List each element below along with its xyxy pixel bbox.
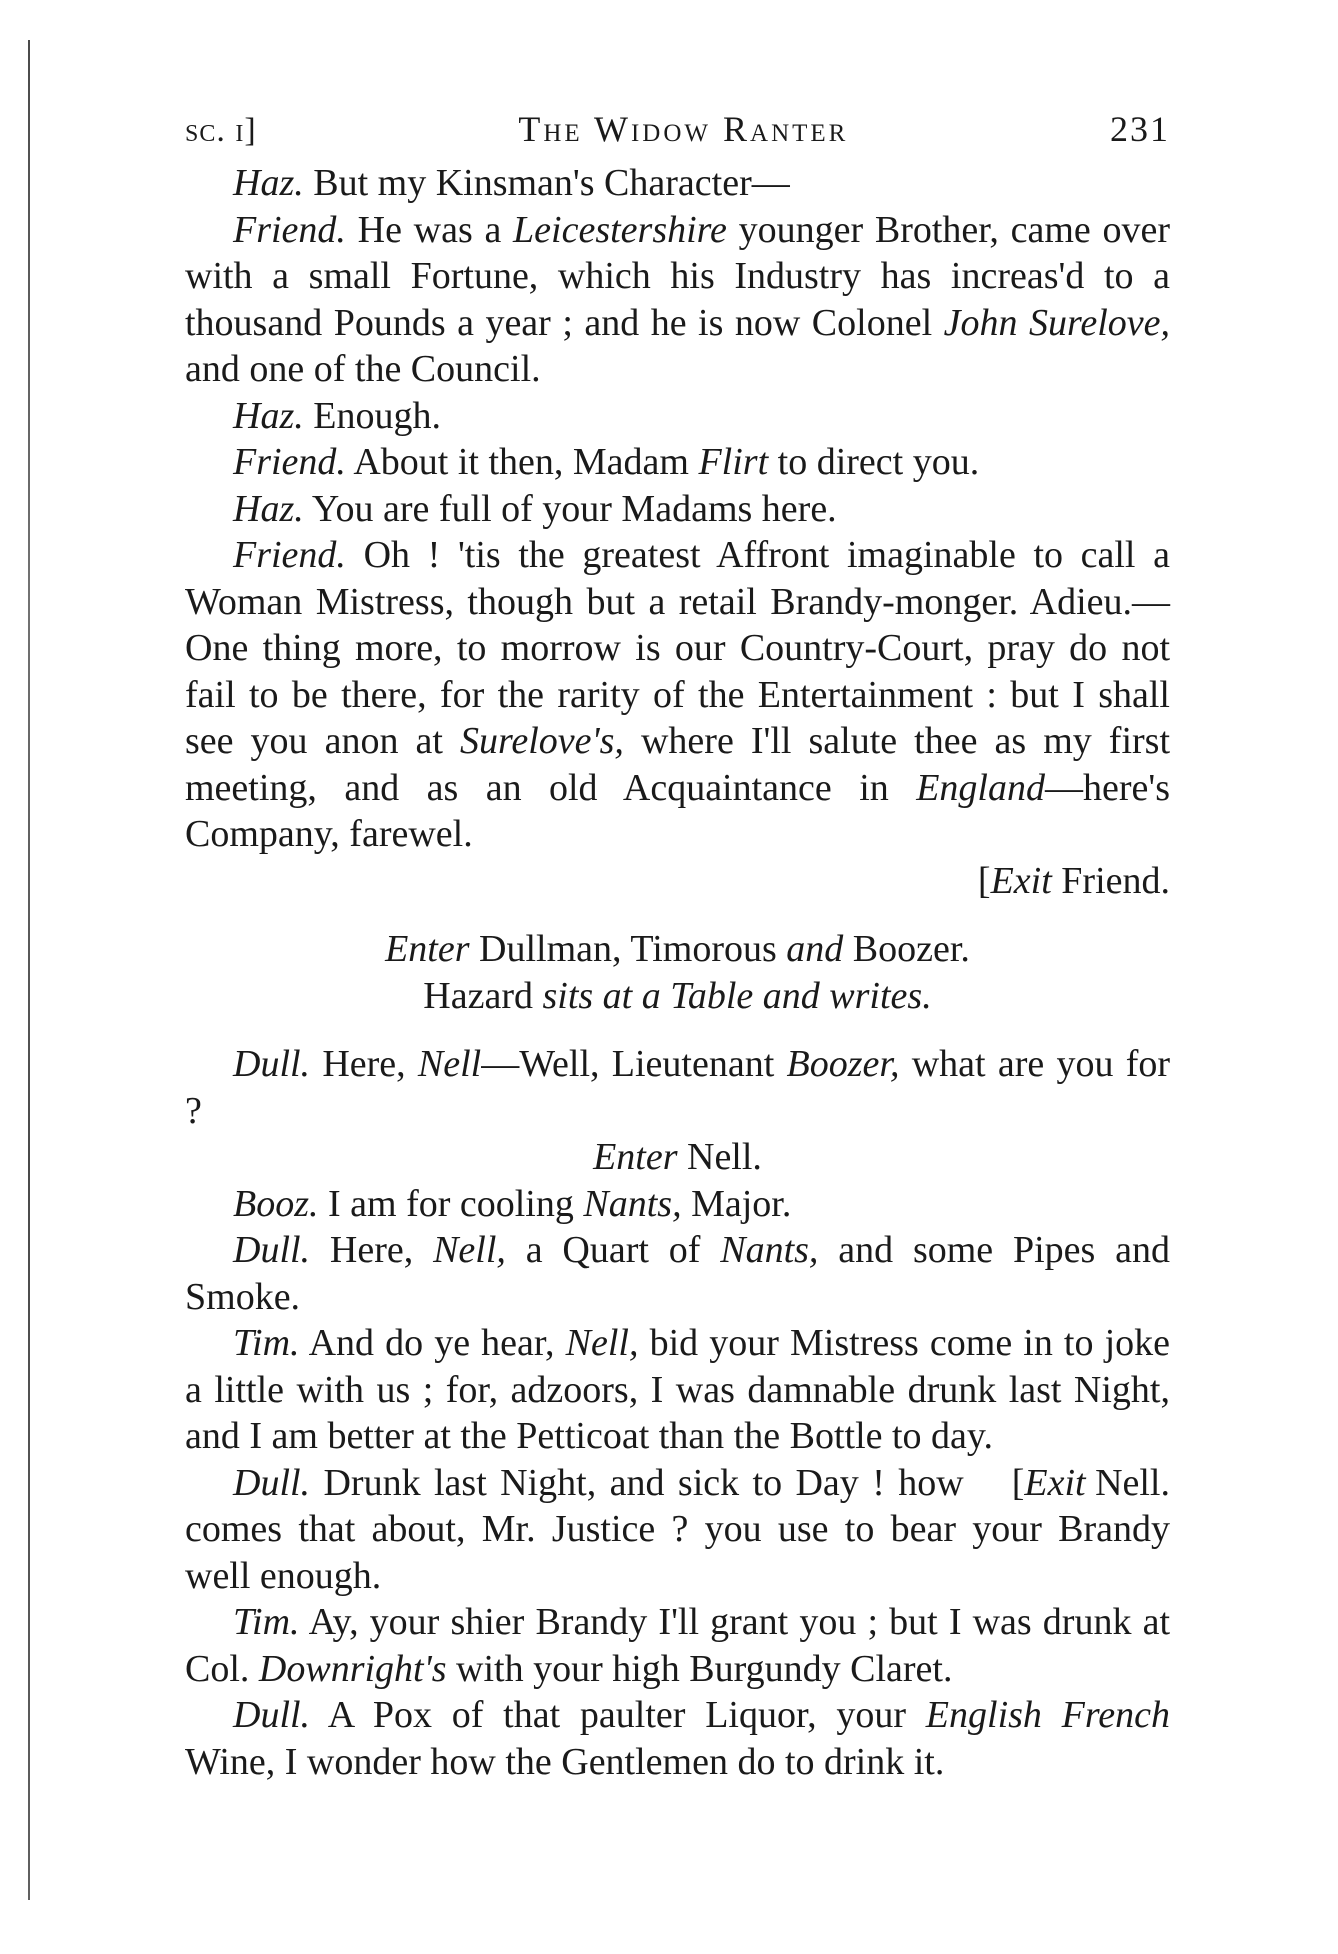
speaker: Dull. — [233, 1229, 311, 1271]
stage-direction-exit-nell — [964, 1460, 1170, 1507]
speech-text: A Pox of that paulter Liquor, your — [327, 1694, 907, 1736]
speech-text: younger Brother, came over with a small Fortune, which his Industry has increas'd to a thousand Pounds a year ; and he is now Colonel — [185, 208, 1170, 344]
speaker: Dull. — [233, 1043, 311, 1085]
enter-word: Enter — [593, 1136, 678, 1178]
character-name: Boozer. — [852, 928, 970, 970]
person-name: Nell, — [433, 1229, 506, 1271]
running-title: The Widow Ranter — [518, 109, 849, 149]
person-name: John Surelove, — [943, 301, 1171, 344]
speaker: Haz. — [233, 394, 304, 437]
bracket: [ — [977, 859, 991, 902]
person-name: Downright's — [258, 1647, 447, 1690]
speech-text: Drunk last Night, and sick to Day ! how comes that about, Mr. Justice ? you use to bear your Brandy well enough. — [185, 1461, 1170, 1597]
speech-text: Major. — [691, 1182, 792, 1225]
speech-text: bid your Mistress come in to joke a little with us ; for, adzoors, I was damnable drunk last Night, and I am better at the Petticoat than the Bottle to day. — [185, 1322, 1171, 1457]
character-name: Hazard — [423, 974, 533, 1017]
running-header — [185, 106, 1170, 154]
drink-name: Nants, — [583, 1182, 682, 1225]
speaker: Dull. — [233, 1694, 311, 1736]
speech-hazard-3 — [185, 486, 1170, 533]
book-page — [185, 106, 1170, 1785]
speech-dullman-4 — [185, 1692, 1170, 1785]
speech-text: —Well, Lieutenant — [481, 1043, 775, 1085]
exit-character: Nell. — [1095, 1461, 1170, 1504]
person-name: Surelove's, — [459, 720, 624, 762]
speaker: Booz. — [233, 1182, 319, 1225]
speaker: Haz. — [233, 162, 304, 204]
speech-text: and some Pipes and Smoke. — [185, 1229, 1171, 1318]
character-name: Nell. — [687, 1136, 762, 1178]
speech-text: Here, — [329, 1229, 414, 1271]
speech-friend-2 — [185, 439, 1170, 486]
exit-word: Exit — [1024, 1461, 1086, 1504]
speech-text: He was a — [357, 208, 502, 251]
and-word: and — [786, 928, 844, 970]
speech-friend-3 — [185, 532, 1170, 858]
speaker: Haz. — [233, 487, 304, 530]
speech-text: Ay, your shier Brandy I'll grant you ; but I was drunk at Col. — [185, 1601, 1171, 1690]
speech-text: Enough. — [313, 394, 441, 437]
stage-direction-entrance — [185, 926, 1170, 1019]
speaker: Friend. — [233, 208, 346, 251]
drink-name: Nants, — [720, 1229, 819, 1271]
speech-text: to direct you. — [777, 441, 980, 483]
speaker: Friend. — [233, 534, 346, 576]
entrance-line — [185, 926, 1170, 973]
speech-text: And do ye hear, — [308, 1322, 555, 1364]
speech-text: what are you for ? — [185, 1043, 1171, 1132]
speech-text: Wine, I wonder how the Gentlemen do to drink it. — [185, 1740, 945, 1783]
speech-hazard-2 — [185, 393, 1170, 440]
speech-dullman-1 — [185, 1041, 1170, 1134]
speech-boozer-1 — [185, 1181, 1170, 1228]
place-name: England — [916, 766, 1045, 809]
bracket: [ — [1011, 1461, 1025, 1504]
entrance-line — [185, 973, 1170, 1020]
exit-word: Exit — [990, 859, 1052, 902]
speech-dullman-2 — [185, 1227, 1170, 1320]
speech-text: But my Kinsman's Character— — [313, 162, 790, 204]
speech-text: Oh ! 'tis the greatest Affront imaginable to call a Woman Mistress, though but a retail Brandy-monger. Adieu.—One thing more, to morrow is our Country-Court, pray do not fail to be there, for the rarity of the Entertainment : but I shall see you anon at — [185, 534, 1170, 762]
speech-text: and one of the Council. — [185, 348, 541, 390]
speaker: Tim. — [233, 1322, 300, 1364]
wine-name: English French — [925, 1694, 1171, 1736]
speech-hazard-1 — [185, 160, 1170, 207]
speech-timorous-2 — [185, 1599, 1170, 1692]
speech-text: About it then, Madam — [353, 441, 689, 483]
person-name: Nell, — [565, 1322, 639, 1364]
speaker: Dull. — [233, 1461, 311, 1504]
person-name: Boozer, — [786, 1043, 900, 1085]
exit-character: Friend. — [1061, 859, 1170, 902]
speech-text: You are full of your Madams here. — [311, 487, 837, 530]
left-margin-rule — [28, 40, 30, 1900]
place-name: Leicestershire — [513, 208, 727, 251]
speech-text: where I'll salute thee as my first meeting, and as an old Acquaintance in — [185, 720, 1171, 809]
scene-marker: sc. i] — [185, 112, 257, 149]
person-name: Flirt — [698, 441, 769, 483]
speech-text: with your high Burgundy Claret. — [456, 1647, 953, 1690]
action-text: sits at a Table and writes. — [542, 974, 932, 1017]
person-name: Nell — [417, 1043, 482, 1085]
stage-direction-exit-friend — [185, 858, 1170, 905]
speaker: Friend. — [233, 441, 346, 483]
speech-text: Here, — [322, 1043, 406, 1085]
speaker: Tim. — [233, 1601, 300, 1643]
speech-text: —here's Company, farewel. — [185, 766, 1171, 855]
speech-text: I am for cooling — [328, 1182, 574, 1225]
stage-direction-enter-nell — [185, 1134, 1170, 1181]
character-names: Dullman, Timorous — [479, 928, 777, 970]
speech-friend-1 — [185, 207, 1170, 393]
enter-word: Enter — [385, 928, 470, 970]
speech-text: a Quart of — [525, 1229, 701, 1271]
page-number: 231 — [1110, 109, 1170, 149]
